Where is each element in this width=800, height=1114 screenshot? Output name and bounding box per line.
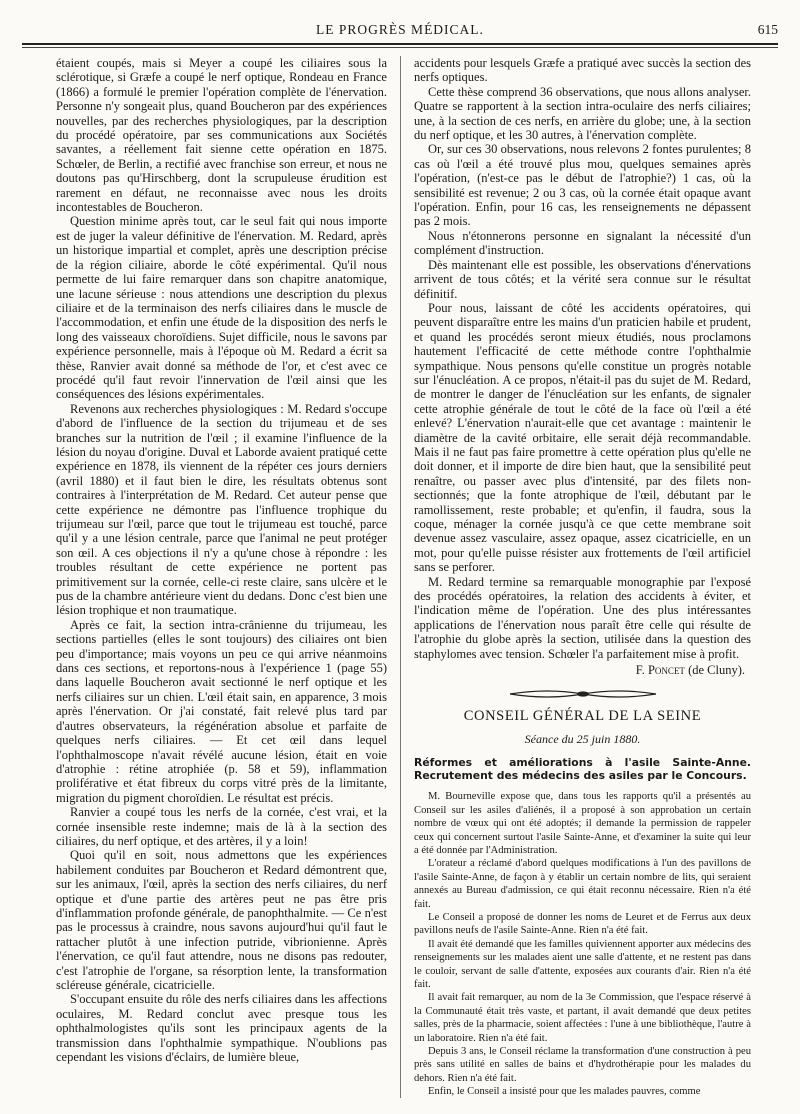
paragraph: Il avait été demandé que les familles quiviennent apporter aux médecins des renseignements sur les malades aient une salle d'attente, et ne restent pas dans le couloir, servant de salle d'attente, exposées aux courants d'air. Rien n'a été fait. [414, 938, 751, 990]
header-rule-thin [22, 47, 778, 48]
paragraph: M. Redard termine sa remarquable monographie par l'exposé des procédés opératoires, la relation des accidents à éviter, et l'indication même de l'opération. Une des plus intéressantes applications de l'énervation nous paraît être celle qui résulte de l'atrophie du globe après la section, utilisée dans la question des staphylomes avec tension. Schœler l'a parfaitement mise à profit. [414, 574, 751, 661]
paragraph: Nous n'étonnerons personne en signalant la nécessité d'un complément d'instruction. [414, 228, 751, 258]
paragraph: L'orateur a réclamé d'abord quelques modifications à l'un des pavillons de l'asile Sainte-Anne, de façon à y établir un certain nombre de lits, qui seraient annexés au Bureau d'admission, ce qui était reconnu nécessaire. Rien n'a été fait. [414, 858, 751, 910]
left-column [56, 56, 387, 1064]
paragraph: Il avait fait remarquer, au nom de la 3e Commission, que l'espace réservé à la Communauté était très vaste, et partant, il avait demandé que deux petites salles, près de la pharmacie, soient affectées : l'une à une bibliothèque, l'autre à un laboratoire. Rien n'a été fait. [414, 992, 751, 1044]
paragraph: Question minime après tout, car le seul fait qui nous importe est de juger la valeur définitive de l'énervation. M. Redard, après un historique impartial et complet, après une description précise de la région ciliaire, aborde le côté expérimental. Qu'il nous permette de lui faire remarquer dans son chapitre anatomique, une lacune sérieuse : nous attendions une description du plexus ciliaire et de la terminaison des nerfs ciliaires dans le muscle de l'accommodation, et enfin une étude de la disposition des nerfs le long des vaisseaux choroïdiens. Sujet difficile, nous le savons par expérience personnelle, mais à l'époque où M. Redard a écrit sa thèse, Ranvier avait donné sa méthode de l'or, et c'est avec ce procédé qu'il faut revoir l'innervation de l'œil ainsi que les conséquences des lésions expérimentales. [56, 214, 387, 402]
author-signature [414, 663, 745, 677]
paragraph: Enfin, le Conseil a insisté pour que les malades pauvres, comme [428, 1086, 701, 1098]
paragraph: Le Conseil a proposé de donner les noms de Leuret et de Ferrus aux deux pavillons neufs de l'asile Sainte-Anne. Rien n'a été fait. [414, 911, 751, 937]
journal-title: LE PROGRÈS MÉDICAL. [316, 22, 484, 37]
paragraph: Cette thèse comprend 36 observations, que nous allons analyser. Quatre se rapportent à la section intra-oculaire des nerfs ciliaires; une, à la section de ces nerfs, en arrière du globe; une, à la section du nerf optique, et les 30 autres, à l'énervation complète. [414, 84, 751, 143]
signature-initial: F. [635, 663, 645, 678]
signature-place: (de Cluny). [688, 663, 745, 678]
article-title: Réformes et améliorations à l'asile Sainte-Anne. Recrutement des médecins des asiles par le Concours. [414, 756, 751, 783]
paragraph: Dès maintenant elle est possible, les observations d'énervations arrivent de tous côtés; et la vérité sera connue sur le résultat définitif. [414, 257, 751, 301]
paragraph: Après ce fait, la section intra-crânienne du trijumeau, les sections partielles (elles le sont toujours) des ciliaires ont bien peu d'importance; mais voyons un peu ce qui arrive néanmoins dans ces sections, et reportons-nous à l'expérience 1 (page 55) dans laquelle Boucheron avait sectionné le nerf optique et les nerfs ciliaires sur un chien. L'œil était sain, en apparence, 3 mois après l'énervation. Or j'ai constaté, fait relevé plus tard par d'autres observateurs, la régénération absolue et parfaite de quelques nerfs ciliaires. — Et cet œil dans lequel l'ophthalmoscope n'avait révélé aucune lésion, était en voie d'atrophie : rétine atrophiée (p. 58 et 59), inflammation proliférative et état fibreux du corps vitré près de la limitante, migration du pigment choroïdien. Le résultat est précis. [56, 617, 387, 805]
paragraph: S'occupant ensuite du rôle des nerfs ciliaires dans les affections oculaires, M. Redard conclut avec presque tous les ophthalmologistes qu'ils sont les principaux agents de la transmission dans l'ophthalmie sympathique. N'oublions pas cependant les visions d'éclairs, de lumière bleue, [56, 992, 387, 1065]
council-report [414, 790, 751, 1098]
page-number: 615 [757, 22, 778, 37]
running-head [22, 22, 778, 40]
paragraph: Pour nous, laissant de côté les accidents opératoires, qui peuvent disparaître entre les mains d'un praticien habile et prudent, et quand les procédés seront mieux étudiés, nous proclamons hautement l'efficacité de cette méthode contre l'ophthalmie sympathique. Nous pensons qu'elle constitue un progrès notable sur l'énucléation. A ce propos, n'était-il pas du sujet de M. Redard, de montrer le danger de l'énucléation sur les enfants, de signaler cette atrophie générale de tout le côté de la face où l'œil a été enlevé? L'énervation n'aurait-elle que cet avantage : maintenir le diamètre de la cavité orbitaire, elle serait déjà recommandable. Mais il ne faut pas faire promettre à cette opération plus qu'elle ne doit donner, et il importe de dire bien haut, que la sensibilité peut renaître, ou passer avec plus d'intensité, par des filets non-sectionnés; que la fonte atrophique de l'œil, débutant par le ramollissement, reste probable; et qu'enfin, il faudra, sous la coque, ménager la cornée jusqu'à ce que cette membrane soit devenue assez vasculaire, assez opaque, assez cicatricielle, en un mot, pour qu'elle puisse résister aux frottements de l'œil artificiel sans se perforer. [414, 300, 751, 575]
session-date: Séance du 25 juin 1880. [524, 731, 641, 746]
paragraph: Depuis 3 ans, le Conseil réclame la transformation d'une construction à peu près sans utilité en salles de bains et d'hydrothérapie pour les malades du dehors. Rien n'a été fait. [414, 1046, 751, 1084]
paragraph: accidents pour lesquels Græfe a pratiqué avec succès la section des nerfs optiques. [414, 56, 751, 85]
paragraph: étaient coupés, mais si Meyer a coupé les ciliaires sous la sclérotique, si Græfe a coupé le nerf optique, Rondeau en France (1866) a formulé le premier l'opération complète de l'énervation. Personne n'y songeait plus, quand Boucheron par des expériences nouvelles, par des recherches physiologiques, par la description du procédé opératoire, par ses communications aux Sociétés savantes, a réellement fait sienne cette opération en 1875. Schœler, de Berlin, a rectifié avec franchise son erreur, et nous ne doutons pas qu'Hirschberg, dont la scrupuleuse érudition est rarement en défaut, ne reconnaisse avec nous les droits incontestables de Boucheron. [56, 56, 387, 215]
paragraph: Revenons aux recherches physiologiques : M. Redard s'occupe d'abord de l'influence de la section du trijumeau et de ses branches sur la nutrition de l'œil ; il examine l'influence de la lésion du noyau d'origine. Duval et Laborde avaient pratiqué cette expérience en 1878, ils viennent de la répéter ces jours derniers (avril 1880) et il faut bien le dire, les résultats obtenus sont contraires à l'interprétation de M. Redard. Cet auteur pense que cette expérience ne démontre pas l'influence trophique du trijumeau sur l'œil, parce que tout le trijumeau est touché, parce qu'il y a une lésion centrale, parce que l'animal ne peut protéger son œil. A ces objections il n'y a qu'une chose à répondre : les troubles résultant de cette expérience ne portent pas primitivement sur la cornée, celle-ci reste claire, sans ulcère et le pus de la chambre antérieure vient du dedans. Donc c'est bien une lésion trophique et non traumatique. [56, 401, 387, 618]
header-rule [22, 43, 778, 45]
paragraph: M. Bourneville expose que, dans tous les rapports qu'il a présentés au Conseil sur les asiles d'aliénés, il a proposé à son approbation un certain nombre de vœux qui ont été adoptés; il demande la permission de rappeler ceux qui concernent surtout l'asile Sainte-Anne, et d'examiner la suite qui leur a été donnée par l'Administration. [414, 791, 751, 856]
paragraph: Ranvier a coupé tous les nerfs de la cornée, c'est vrai, et la cornée insensible reste indemne; mais de là à la section des ciliaires, du nerf optique, et des artères, il y a loin! [56, 805, 387, 848]
paragraph: Or, sur ces 30 observations, nous relevons 2 fontes purulentes; 8 cas où l'œil a été trouvé plus mou, quelques semaines après l'opération, (n'est-ce pas le début de l'atrophie?) 1 cas, où la sensibilité est revenue; 2 ou 3 cas, où la cornée était opaque avant l'opération. Enfin, pour 16 cas, les renseignements ne dépassent pas 2 mois. [414, 142, 751, 229]
right-column [414, 56, 751, 1099]
column-divider [400, 56, 401, 1098]
section-ornament [508, 687, 658, 701]
signature-name: Poncet [647, 663, 685, 678]
section-title: CONSEIL GÉNÉRAL DE LA SEINE [463, 708, 702, 725]
paragraph: Quoi qu'il en soit, nous admettons que les expériences habilement conduites par Boucheron et Redard démontrent que, sur les animaux, l'œil, après la section des nerfs ciliaires, du nerf optique et d'une partie des artères peut ne pas être pris d'inflammation profonde générale, de panophthalmite. — Ce n'est pas le processus à craindre, nous savons aujourd'hui qu'il faut le rattacher plutôt à une infection putride, vibrionienne. Après l'énervation, ce qu'il faut attendre, nous ne disons pas redouter, c'est l'atrophie de l'organe, sa résorption lente, la transformation scléreuse générale, cicatricielle. [56, 848, 387, 992]
